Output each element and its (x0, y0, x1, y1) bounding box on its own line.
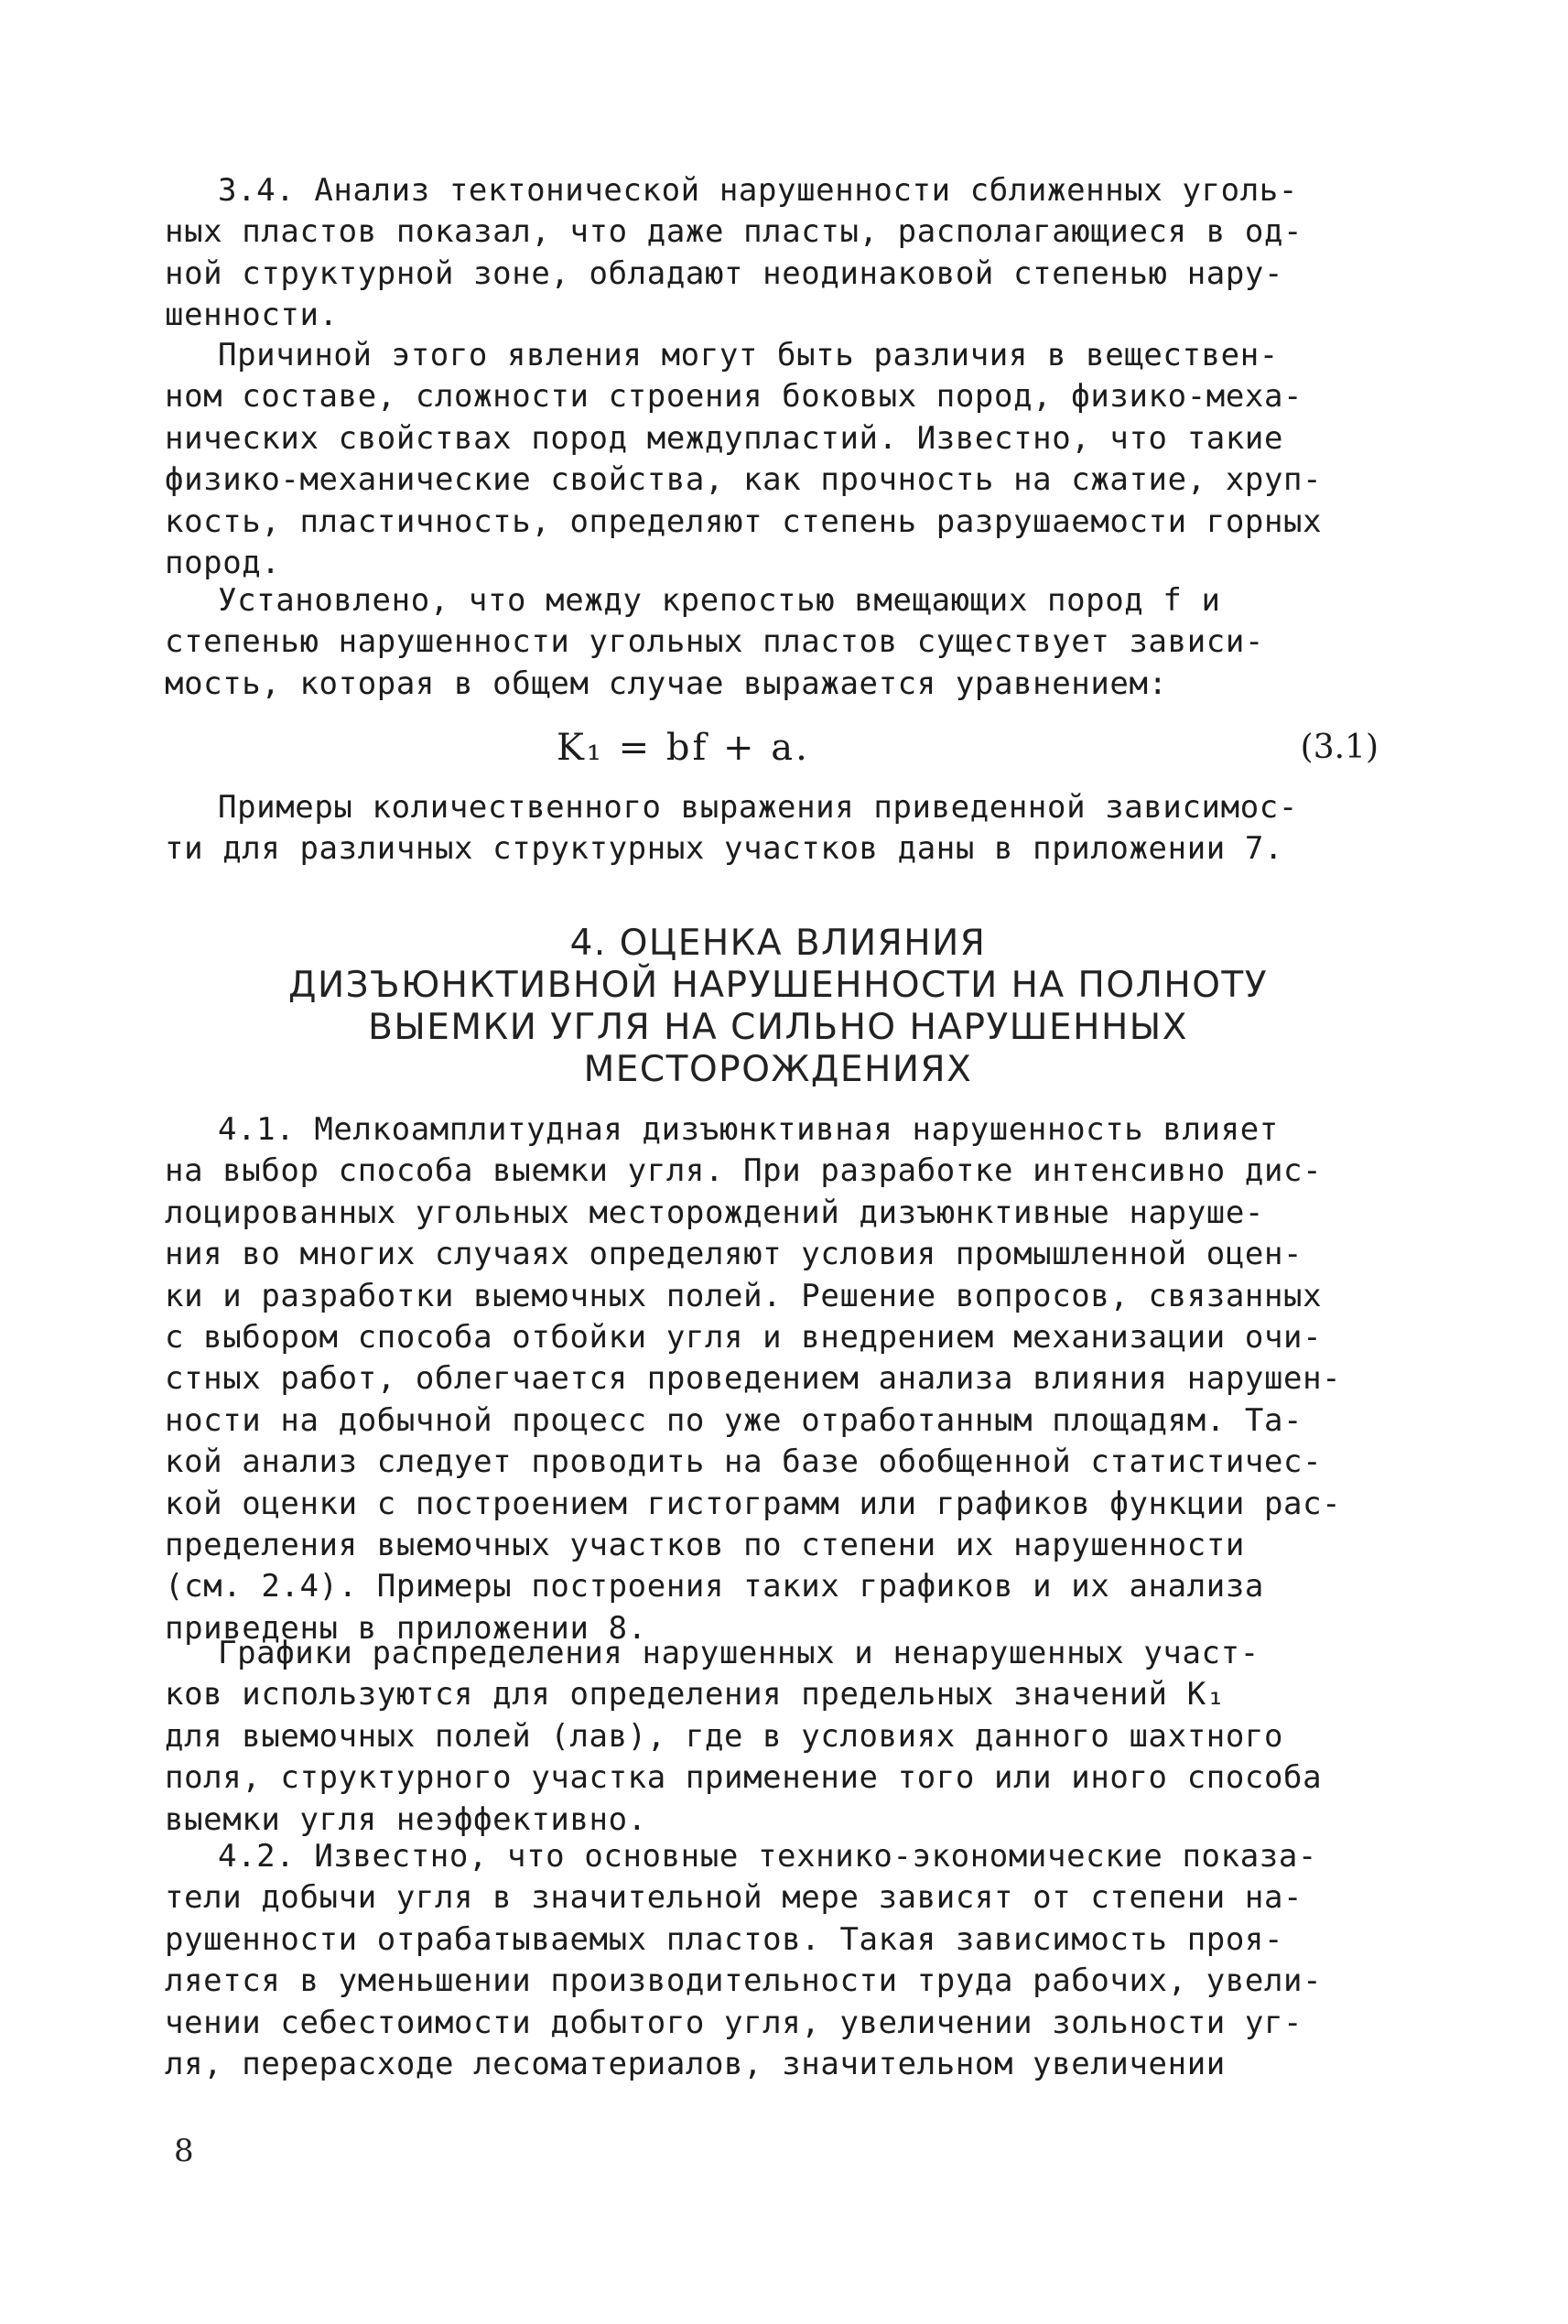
heading-line: 4. ОЦЕНКА ВЛИЯНИЯ (569, 923, 987, 964)
text-line: Причиной этого явления могут быть различия в веществен- (218, 337, 1279, 373)
text-line: пределения выемочных участков по степени их нарушенности (165, 1527, 1245, 1564)
text-line: на выбор способа выемки угля. При разработке интенсивно дис- (165, 1152, 1323, 1190)
text-line: кой оценки с построением гистограмм или графиков функции рас- (165, 1485, 1342, 1522)
text-line: физико-механические свойства, как прочность на сжатие, хруп- (165, 461, 1323, 499)
equation-expression: K₁ = bf + a. (557, 727, 810, 769)
text-line: кой анализ следует проводить на базе обобщенной статистичес- (165, 1443, 1323, 1481)
text-line: ков используются для определения предельных значений K₁ (165, 1676, 1226, 1713)
text-line: поля, структурного участка применение того или иного способа (165, 1759, 1323, 1797)
heading-line: ВЫЕМКИ УГЛЯ НА СИЛЬНО НАРУШЕННЫХ (368, 1007, 1188, 1048)
equation-3-1 (165, 721, 1379, 776)
text-line: чении себестоимости добытого угля, увеличении зольности уг- (165, 2004, 1303, 2041)
paragraph-4-1 (165, 1109, 1419, 1649)
text-line: ных пластов показал, что даже пласты, располагающиеся в од- (165, 213, 1303, 251)
paragraph-examples (165, 787, 1419, 870)
text-line: 4.1. Мелкоамплитудная дизъюнктивная нарушенность влияет (218, 1111, 1279, 1148)
paragraph-dependency (165, 580, 1419, 705)
text-line: степенью нарушенности угольных пластов существует зависи- (165, 623, 1264, 661)
text-line: 4.2. Известно, что основные технико-экономические показа- (218, 1838, 1317, 1875)
paragraph-4-2 (165, 1836, 1419, 2085)
text-line: ности на добычной процесс по уже отработанным площадям. Та- (165, 1401, 1303, 1439)
text-line: ном составе, сложности строения боковых пород, физико-меха- (165, 378, 1303, 416)
text-line: рушенности отрабатываемых пластов. Такая зависимость проя- (165, 1920, 1284, 1958)
text-line: ти для различных структурных участков даны в приложении 7. (165, 830, 1284, 868)
text-line: ки и разработки выемочных полей. Решение вопросов, связанных (165, 1277, 1323, 1314)
text-line: Графики распределения нарушенных и ненарушенных участ- (218, 1635, 1260, 1671)
text-line: ля, перерасходе лесоматериалов, значительном увеличении (165, 2046, 1226, 2083)
text-line: 3.4. Анализ тектонической нарушенности сближенных уголь- (218, 172, 1298, 209)
text-line: ляется в уменьшении производительности труда рабочих, увели- (165, 1962, 1323, 2000)
text-line: для выемочных полей (лав), где в условиях данного шахтного (165, 1717, 1284, 1755)
text-line: нических свойствах пород междупластий. Известно, что такие (165, 419, 1284, 457)
text-line: мость, которая в общем случае выражается уравнением: (165, 665, 1168, 702)
text-line: тели добычи угля в значительной мере зависят от степени на- (165, 1879, 1303, 1917)
text-line: ной структурной зоне, обладают неодинаковой степенью нару- (165, 254, 1284, 292)
text-line: лоцированных угольных месторождений дизъюнктивные наруше- (165, 1194, 1264, 1231)
paragraph-3-4-intro (165, 170, 1419, 337)
text-line: Примеры количественного выражения приведенной зависимос- (218, 789, 1298, 826)
equation-number: (3.1) (1300, 729, 1379, 766)
section-heading (165, 923, 1391, 1091)
heading-line: МЕСТОРОЖДЕНИЯХ (583, 1049, 973, 1090)
paragraph-causes (165, 335, 1419, 584)
heading-line: ДИЗЪЮНКТИВНОЙ НАРУШЕННОСТИ НА ПОЛНОТУ (287, 965, 1269, 1006)
text-line: ния во многих случаях определяют условия промышленной оцен- (165, 1236, 1303, 1273)
text-line: приведены в приложении 8. (165, 1609, 647, 1647)
text-line: (см. 2.4). Примеры построения таких графиков и их анализа (165, 1568, 1264, 1605)
text-line: шенности. (165, 297, 339, 334)
paragraph-graphs (165, 1633, 1419, 1841)
page-number: 8 (174, 2133, 194, 2169)
text-line: кость, пластичность, определяют степень разрушаемости горных (165, 503, 1323, 540)
text-line: пород. (165, 545, 281, 582)
text-line: стных работ, облегчается проведением анализа влияния нарушен- (165, 1360, 1342, 1398)
text-line: Установлено, что между крепостью вмещающих пород f и (218, 582, 1221, 619)
text-line: выемки угля неэффективно. (165, 1800, 647, 1838)
text-line: с выбором способа отбойки угля и внедрением механизации очи- (165, 1319, 1323, 1357)
